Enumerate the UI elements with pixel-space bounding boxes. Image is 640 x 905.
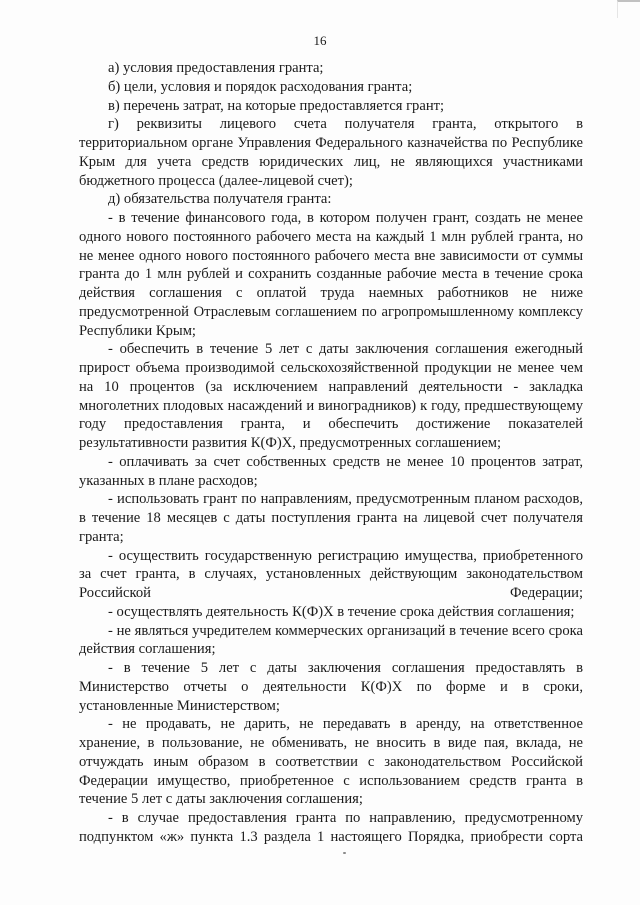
document-body — [79, 59, 583, 847]
paragraph-goals: б) цели, условия и порядок расходования гранта; — [108, 78, 413, 95]
paragraph-conditions: а) условия предоставления гранта; — [108, 60, 324, 76]
paragraph-activity: - осуществлять деятельность К(Ф)Х в течение срока действия соглашения; — [108, 603, 575, 620]
paragraph-own-funds: - оплачивать за счет собственных средств не менее 10 процентов затрат, указанных в плане расходов; — [79, 453, 583, 489]
paragraph-use-grant: - использовать грант по направлениям, предусмотренным планом расходов, в течение 18 месяцев с даты поступления гранта на лицевой счет получателя гранта; — [79, 491, 583, 545]
paragraph-create-jobs: - в течение финансового года, в котором получен грант, создать не менее одного нового постоянного рабочего места на каждый 1 млн рублей гранта, но не менее одного нового постоянного рабочего места вне зависимости от суммы гранта до 1 млн рублей и сохранить созданные рабочие места в течение срока действия соглашения с оплатой труда наемных работников не ниже предусмотренной Отраслевым соглашением по агропромышленному комплексу Республики Крым; — [79, 210, 583, 339]
scan-speck — [343, 852, 346, 854]
paragraph-varieties: - в случае предоставления гранта по направлению, предусмотренному подпунктом «ж» пункта 1.3 раздела 1 настоящего Порядка, приобрести сорта — [79, 810, 583, 845]
paragraph-account-details: г) реквизиты лицевого счета получателя гранта, открытого в территориальном органе Управления Федерального казначейства по Республике Крым для учета средств юридических лиц, не являющихся участниками бюджетного процесса (далее-лицевой счет); — [79, 116, 583, 189]
paragraph-registration: - осуществить государственную регистрацию имущества, приобретенного за счет гранта, в случаях, установленных действующим законодательством Российской Федерации; — [79, 547, 583, 601]
paragraph-obligations-heading: д) обязательства получателя гранта: — [108, 191, 332, 208]
paragraph-reports: - в течение 5 лет с даты заключения соглашения предоставлять в Министерство отчеты о деятельности К(Ф)Х по форме и в сроки, установленные Министерством; — [79, 660, 583, 714]
scan-corner-mark — [617, 0, 640, 18]
paragraph-production-growth: - обеспечить в течение 5 лет с даты заключения соглашения ежегодный прирост объема производимой сельскохозяйственной продукции не менее чем на 10 процентов (за исключением направлений деятельности - закладка многолетних плодовых насаждений и виноградников) к году, предшествующему году предоставления гранта, и обеспечить достижение показателей результативности развития К(Ф)Х, предусмотренных соглашением; — [79, 341, 583, 451]
paragraph-no-founder: - не являться учредителем коммерческих организаций в течение всего срока действия соглашения; — [79, 622, 583, 658]
paragraph-costs: в) перечень затрат, на которые предоставляется грант; — [108, 97, 445, 114]
page-number: 16 — [313, 33, 327, 48]
paragraph-no-alienation: - не продавать, не дарить, не передавать в аренду, на ответственное хранение, в пользование, не обменивать, не вносить в виде пая, вклада, не отчуждать иным образом в соответствии с законодательством Российской Федерации имущество, приобретенное с использованием средств гранта в течение 5 лет с даты заключения соглашения; — [79, 716, 583, 808]
